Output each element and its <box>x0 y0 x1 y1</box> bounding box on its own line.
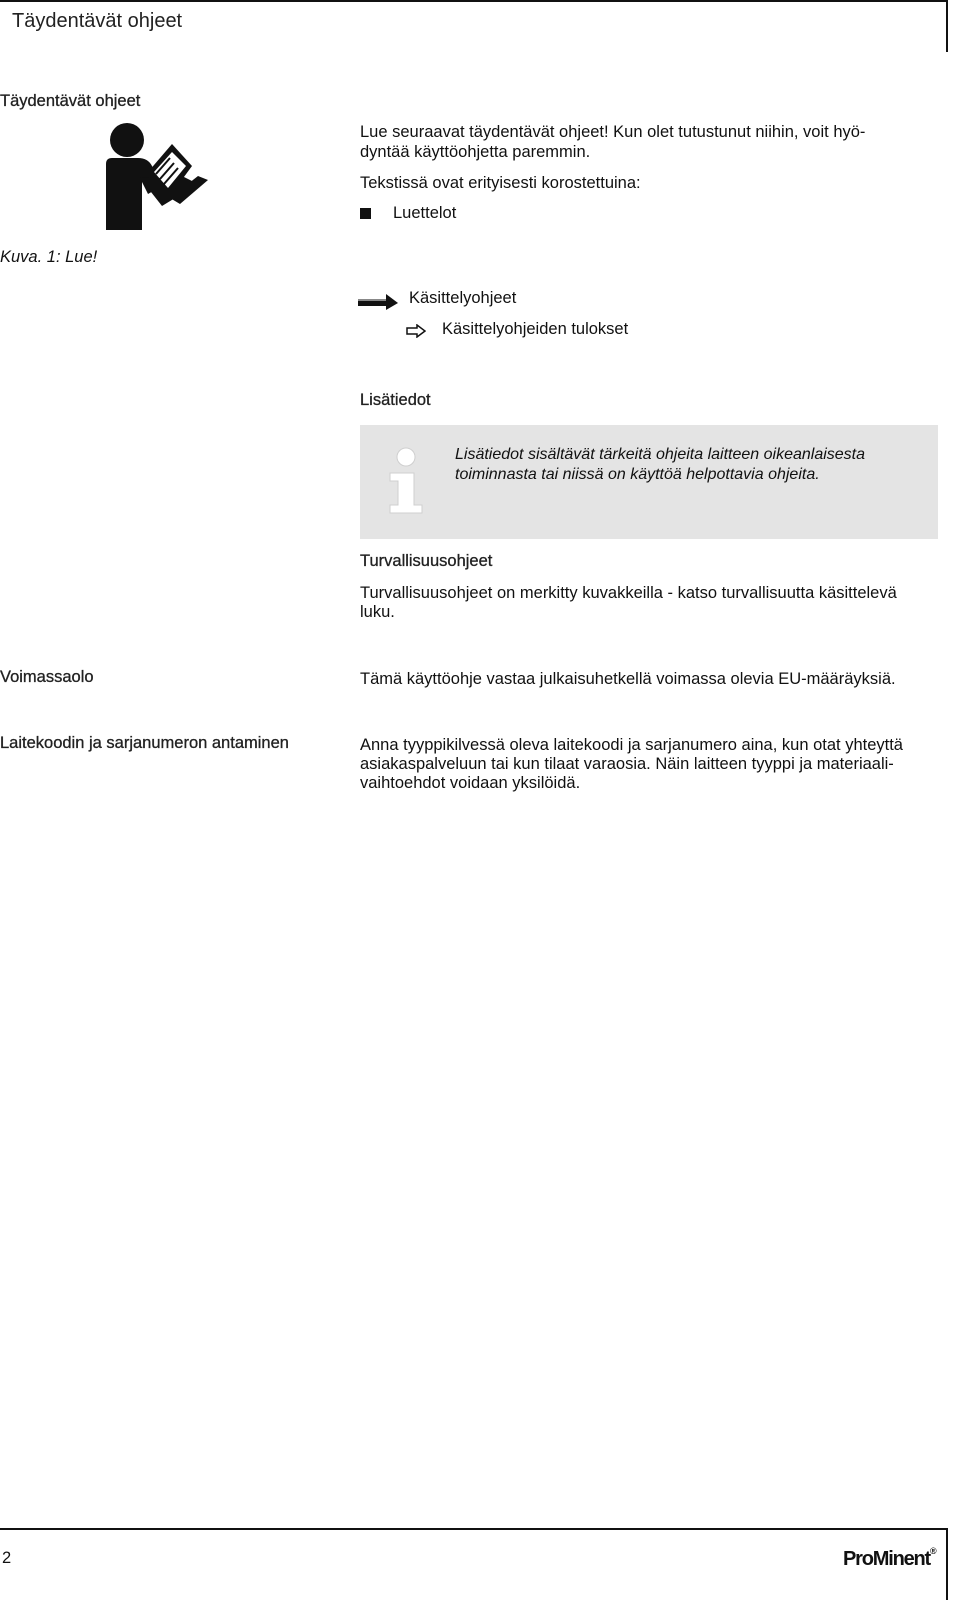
safety-heading: Turvallisuusohjeet <box>360 552 493 570</box>
identification-heading: Laitekoodin ja sarjanumeron antaminen <box>0 734 289 752</box>
result-arrow-icon <box>406 324 426 338</box>
identification-text-line-3: vaihtoehdot voidaan yksilöidä. <box>360 774 581 792</box>
info-text-line-2: toiminnasta tai niissä on käyttöä helpottavia ohjeita. <box>455 466 820 483</box>
intro-paragraph-line-1: Lue seuraavat täydentävät ohjeet! Kun olet tutustunut niihin, voit hyö- <box>360 123 866 141</box>
brand-logo-pro: Pro <box>843 1548 873 1570</box>
step-arrow-icon <box>358 292 400 310</box>
validity-text: Tämä käyttöohje vastaa julkaisuhetkellä voimassa olevia EU-määräyksiä. <box>360 670 896 688</box>
brand-logo-registered: ® <box>929 1546 936 1556</box>
intro-paragraph-line-2: dyntää käyttöohjetta paremmin. <box>360 143 591 161</box>
safety-text-line-2: luku. <box>360 603 395 621</box>
info-text-line-1: Lisätiedot sisältävät tärkeitä ohjeita laitteen oikeanlaisesta <box>455 446 866 463</box>
intro-heading: Täydentävät ohjeet <box>0 92 141 110</box>
brand-logo-minent: Minent <box>872 1548 930 1570</box>
person-reading-icon <box>100 118 230 234</box>
bullet-square-icon <box>360 208 371 219</box>
info-box <box>360 425 938 539</box>
page-title: Täydentävät ohjeet <box>12 10 183 32</box>
emphasis-intro: Tekstissä ovat erityisesti korostettuina: <box>360 174 641 192</box>
page-number: 2 <box>2 1549 12 1567</box>
safety-text-line-1: Turvallisuusohjeet on merkitty kuvakkeilla - katso turvallisuutta käsittelevä <box>360 584 897 602</box>
result-label: Käsittelyohjeiden tulokset <box>442 320 629 338</box>
info-icon <box>384 445 426 515</box>
bullet-item: Luettelot <box>393 204 457 222</box>
brand-logo <box>843 1548 935 1571</box>
figure-caption: Kuva. 1: Lue! <box>0 248 98 266</box>
identification-text-line-1: Anna tyyppikilvessä oleva laitekoodi ja sarjanumero aina, kun otat yhteyttä <box>360 736 903 754</box>
step-label: Käsittelyohjeet <box>409 289 517 307</box>
info-heading: Lisätiedot <box>360 391 431 409</box>
validity-heading: Voimassaolo <box>0 668 94 686</box>
identification-text-line-2: asiakaspalveluun tai kun tilaat varaosia. Näin laitteen tyyppi ja materiaali- <box>360 755 894 773</box>
footer-frame <box>0 1528 948 1600</box>
info-text <box>455 445 925 485</box>
